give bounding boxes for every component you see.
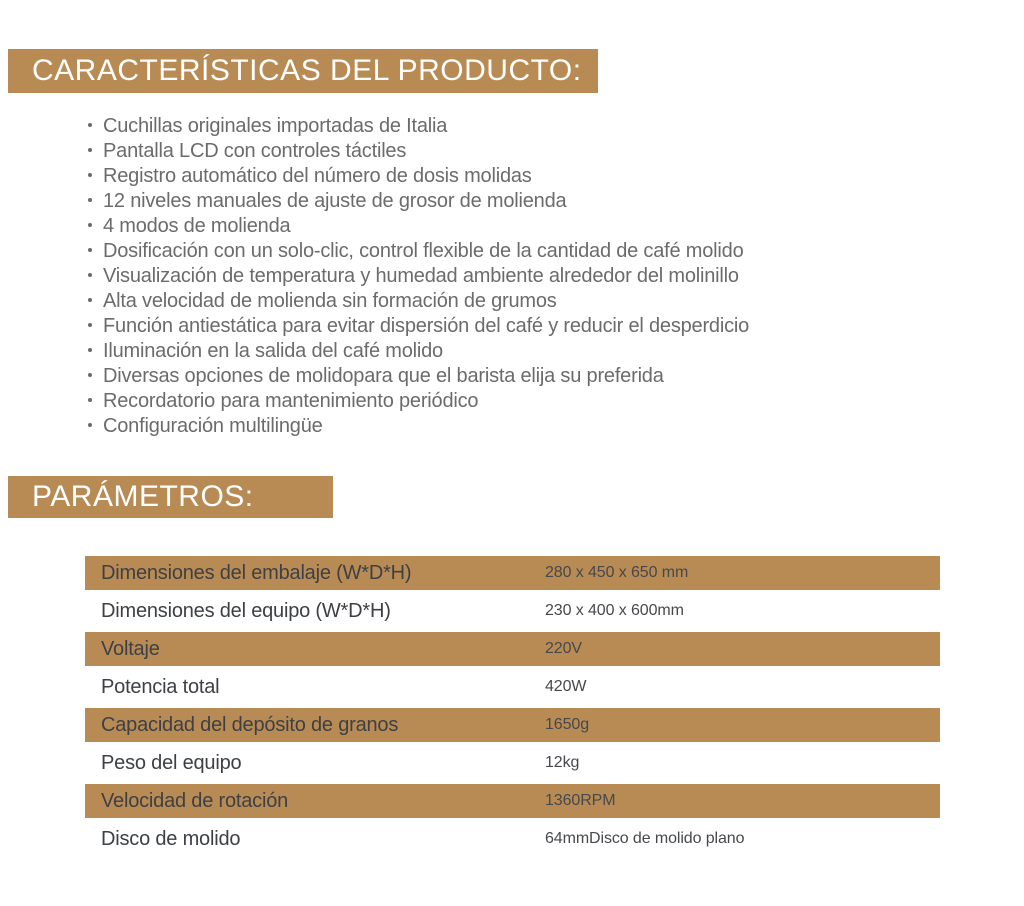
param-label: Velocidad de rotación xyxy=(101,789,289,812)
param-value: 230 x 400 x 600mm xyxy=(545,602,684,619)
param-label: Capacidad del depósito de granos xyxy=(101,713,399,736)
param-label: Voltaje xyxy=(101,637,160,660)
param-value: 64mmDisco de molido plano xyxy=(545,830,745,847)
bullet-icon xyxy=(88,348,92,352)
list-item xyxy=(88,264,749,289)
bullet-icon xyxy=(88,373,92,377)
feature-text: Dosificación con un solo-clic, control flexible de la cantidad de café molido xyxy=(103,240,744,262)
list-item xyxy=(88,239,749,264)
features-section-title: CARACTERÍSTICAS DEL PRODUCTO: xyxy=(8,49,598,93)
feature-text: Configuración multilingüe xyxy=(103,415,323,437)
bullet-icon xyxy=(88,248,92,252)
feature-text: 12 niveles manuales de ajuste de grosor de molienda xyxy=(103,190,567,212)
parameters-table xyxy=(85,554,940,858)
bullet-icon xyxy=(88,198,92,202)
param-label: Dimensiones del equipo (W*D*H) xyxy=(101,599,391,622)
param-label: Disco de molido xyxy=(101,827,241,850)
list-item xyxy=(88,414,749,439)
table-row xyxy=(85,668,940,706)
list-item xyxy=(88,114,749,139)
bullet-icon xyxy=(88,173,92,177)
bullet-icon xyxy=(88,273,92,277)
list-item xyxy=(88,289,749,314)
feature-text: Visualización de temperatura y humedad ambiente alrededor del molinillo xyxy=(103,265,739,287)
list-item xyxy=(88,389,749,414)
list-item xyxy=(88,339,749,364)
bullet-icon xyxy=(88,148,92,152)
list-item xyxy=(88,364,749,389)
feature-text: Pantalla LCD con controles táctiles xyxy=(103,140,407,162)
param-value: 1650g xyxy=(545,716,589,733)
feature-text: Cuchillas originales importadas de Italia xyxy=(103,115,448,137)
feature-text: Diversas opciones de molidopara que el barista elija su preferida xyxy=(103,365,664,387)
param-label: Peso del equipo xyxy=(101,751,242,774)
table-row xyxy=(85,592,940,630)
feature-text: Registro automático del número de dosis molidas xyxy=(103,165,532,187)
list-item xyxy=(88,164,749,189)
bullet-icon xyxy=(88,323,92,327)
table-row xyxy=(85,820,940,858)
table-row xyxy=(85,554,940,592)
bullet-icon xyxy=(88,223,92,227)
feature-list xyxy=(88,114,749,439)
param-label: Potencia total xyxy=(101,675,220,698)
bullet-icon xyxy=(88,398,92,402)
param-value: 12kg xyxy=(545,754,580,771)
feature-text: Iluminación en la salida del café molido xyxy=(103,340,443,362)
feature-text: 4 modos de molienda xyxy=(103,215,291,237)
param-value: 220V xyxy=(545,640,582,657)
bullet-icon xyxy=(88,423,92,427)
param-value: 280 x 450 x 650 mm xyxy=(545,564,689,581)
bullet-icon xyxy=(88,123,92,127)
param-value: 1360RPM xyxy=(545,792,616,809)
parameters-section-title: PARÁMETROS: xyxy=(8,476,333,518)
list-item xyxy=(88,214,749,239)
list-item xyxy=(88,314,749,339)
list-item xyxy=(88,139,749,164)
feature-text: Recordatorio para mantenimiento periódico xyxy=(103,390,479,412)
table-row xyxy=(85,782,940,820)
table-row xyxy=(85,744,940,782)
param-value: 420W xyxy=(545,678,587,695)
param-label: Dimensiones del embalaje (W*D*H) xyxy=(101,561,412,584)
feature-text: Alta velocidad de molienda sin formación de grumos xyxy=(103,290,557,312)
list-item xyxy=(88,189,749,214)
table-row xyxy=(85,630,940,668)
bullet-icon xyxy=(88,298,92,302)
table-row xyxy=(85,706,940,744)
feature-text: Función antiestática para evitar dispersión del café y reducir el desperdicio xyxy=(103,315,750,337)
